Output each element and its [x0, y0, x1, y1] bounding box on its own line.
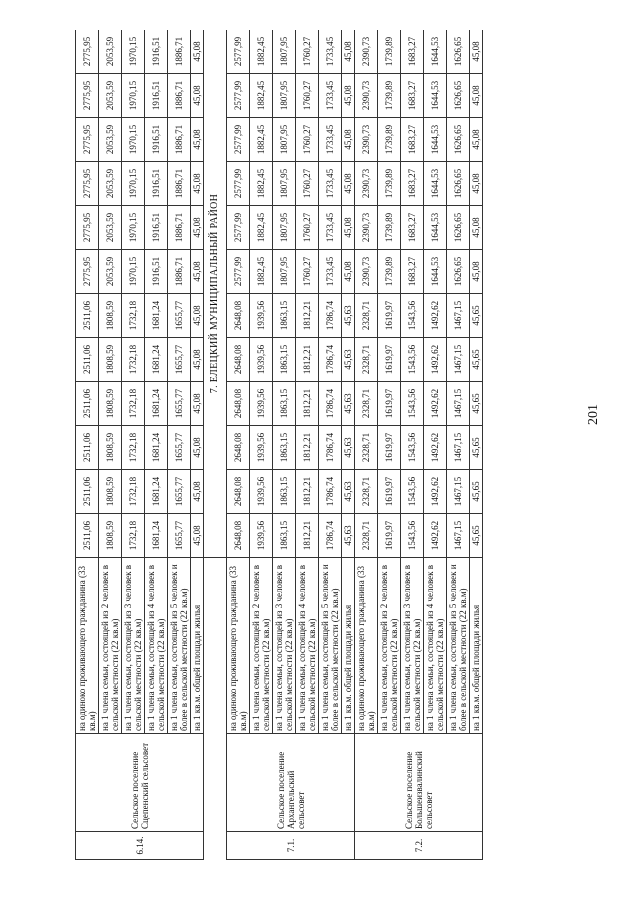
section-spacer — [204, 558, 227, 860]
value-cell: 1916,51 — [145, 162, 168, 206]
value-cell: 1492,62 — [424, 382, 447, 426]
row-label: на 1 члена семьи, состоящей из 4 человек в сельской местности (22 кв.м) — [296, 558, 319, 734]
value-cell: 1760,27 — [296, 74, 319, 118]
value-cell: 1882,45 — [250, 162, 273, 206]
group-name-text: Сельское поселение Архангельский сельсовет — [275, 751, 306, 829]
value-cell: 1739,89 — [378, 30, 401, 74]
value-cell: 1655,77 — [168, 470, 191, 514]
value-cell: 1467,15 — [447, 514, 470, 558]
value-cell: 2648,08 — [227, 294, 250, 338]
value-cell: 2775,95 — [76, 206, 99, 250]
value-cell: 2577,99 — [227, 30, 250, 74]
value-cell: 1626,65 — [447, 118, 470, 162]
value-cell: 1807,95 — [273, 74, 296, 118]
value-cell: 1739,89 — [378, 250, 401, 294]
value-cell: 1733,45 — [319, 30, 342, 74]
value-cell: 1812,21 — [296, 338, 319, 382]
value-cell: 2053,59 — [99, 250, 122, 294]
value-cell: 1916,51 — [145, 206, 168, 250]
value-cell: 2328,71 — [355, 338, 378, 382]
value-cell: 1760,27 — [296, 30, 319, 74]
table-row — [355, 30, 378, 860]
value-cell: 1619,97 — [378, 382, 401, 426]
value-cell: 1812,21 — [296, 514, 319, 558]
value-cell: 2053,59 — [99, 30, 122, 74]
value-cell: 1886,71 — [168, 118, 191, 162]
value-cell: 1626,65 — [447, 30, 470, 74]
value-cell: 2511,06 — [76, 294, 99, 338]
value-cell: 1812,21 — [296, 382, 319, 426]
value-cell: 1683,27 — [401, 30, 424, 74]
value-cell: 1786,74 — [319, 426, 342, 470]
value-cell: 45,08 — [470, 250, 483, 294]
value-cell: 45,08 — [342, 74, 355, 118]
value-cell: 2775,95 — [76, 74, 99, 118]
value-cell: 1543,56 — [401, 514, 424, 558]
page-number: 201 — [586, 404, 601, 425]
value-cell: 45,08 — [191, 338, 204, 382]
value-cell: 1733,45 — [319, 162, 342, 206]
value-cell: 2775,95 — [76, 162, 99, 206]
value-cell: 1655,77 — [168, 294, 191, 338]
value-cell: 1467,15 — [447, 338, 470, 382]
value-cell: 1467,15 — [447, 294, 470, 338]
value-cell: 1626,65 — [447, 74, 470, 118]
value-cell: 1644,53 — [424, 74, 447, 118]
value-cell: 1683,27 — [401, 206, 424, 250]
value-cell: 45,08 — [191, 470, 204, 514]
value-cell: 1681,24 — [145, 382, 168, 426]
value-cell: 1916,51 — [145, 250, 168, 294]
value-cell: 1543,56 — [401, 294, 424, 338]
value-cell: 1467,15 — [447, 470, 470, 514]
value-cell: 1760,27 — [296, 206, 319, 250]
value-cell: 1733,45 — [319, 206, 342, 250]
row-label: на 1 члена семьи, состоящей из 2 человек в сельской местности (22 кв.м) — [378, 558, 401, 734]
value-cell: 1655,77 — [168, 426, 191, 470]
value-cell: 2577,99 — [227, 162, 250, 206]
value-cell: 1733,45 — [319, 250, 342, 294]
value-cell: 1681,24 — [145, 294, 168, 338]
row-label: на 1 кв.м. общей площади жилья — [470, 558, 483, 734]
value-cell: 45,08 — [191, 294, 204, 338]
row-label: на 1 кв.м. общей площади жилья — [342, 558, 355, 734]
value-cell: 2577,99 — [227, 74, 250, 118]
value-cell: 45,63 — [342, 294, 355, 338]
value-cell: 1732,18 — [122, 514, 145, 558]
value-cell: 2775,95 — [76, 118, 99, 162]
value-cell: 1808,59 — [99, 514, 122, 558]
value-cell: 1939,56 — [250, 338, 273, 382]
row-label: на 1 члена семьи, состоящей из 5 человек и более в сельской местности (22 кв.м) — [447, 558, 470, 734]
value-cell: 45,08 — [191, 162, 204, 206]
value-cell: 1882,45 — [250, 250, 273, 294]
value-cell: 1733,45 — [319, 118, 342, 162]
value-cell: 1812,21 — [296, 294, 319, 338]
value-cell: 1863,15 — [273, 294, 296, 338]
value-cell: 2511,06 — [76, 338, 99, 382]
value-cell: 45,08 — [191, 118, 204, 162]
value-cell: 45,63 — [342, 514, 355, 558]
value-cell: 2328,71 — [355, 294, 378, 338]
value-cell: 1807,95 — [273, 30, 296, 74]
group-number — [76, 832, 204, 860]
value-cell: 2053,59 — [99, 206, 122, 250]
group-name-text: Сельское поселение Сцепенский сельсовет — [129, 742, 150, 829]
value-cell: 45,65 — [470, 338, 483, 382]
value-cell: 1681,24 — [145, 470, 168, 514]
value-cell: 45,08 — [470, 206, 483, 250]
value-cell: 1939,56 — [250, 426, 273, 470]
value-cell: 1543,56 — [401, 382, 424, 426]
row-label: на 1 члена семьи, состоящей из 5 человек и более в сельской местности (22 кв.м) — [319, 558, 342, 734]
value-cell: 1970,15 — [122, 74, 145, 118]
row-label: на 1 кв.м. общей площади жилья — [191, 558, 204, 734]
value-cell: 1683,27 — [401, 162, 424, 206]
value-cell: 1619,97 — [378, 338, 401, 382]
value-cell: 45,08 — [342, 250, 355, 294]
value-cell: 1786,74 — [319, 338, 342, 382]
value-cell: 1760,27 — [296, 162, 319, 206]
value-cell: 1808,59 — [99, 294, 122, 338]
value-cell: 1807,95 — [273, 250, 296, 294]
value-cell: 45,08 — [191, 206, 204, 250]
value-cell: 2577,99 — [227, 206, 250, 250]
value-cell: 45,08 — [191, 382, 204, 426]
value-cell: 1812,21 — [296, 470, 319, 514]
value-cell: 1619,97 — [378, 514, 401, 558]
value-cell: 1467,15 — [447, 426, 470, 470]
value-cell: 2577,99 — [227, 118, 250, 162]
value-cell: 2775,95 — [76, 250, 99, 294]
row-label: на 1 члена семьи, состоящей из 3 человек в сельской местности (22 кв.м) — [122, 558, 145, 734]
row-label: на 1 члена семьи, состоящей из 5 человек и более в сельской местности (22 кв.м) — [168, 558, 191, 734]
value-cell: 1939,56 — [250, 470, 273, 514]
group-number-text: 7.2. — [413, 838, 424, 853]
value-cell: 45,63 — [342, 382, 355, 426]
value-cell: 45,08 — [342, 30, 355, 74]
row-label: на одиноко проживающего гражданина (33 кв.м) — [355, 558, 378, 734]
group-number — [355, 832, 483, 860]
value-cell: 2648,08 — [227, 470, 250, 514]
value-cell: 1543,56 — [401, 338, 424, 382]
value-cell: 45,08 — [342, 206, 355, 250]
value-cell: 45,08 — [470, 74, 483, 118]
value-cell: 2648,08 — [227, 382, 250, 426]
value-cell: 2328,71 — [355, 470, 378, 514]
value-cell: 1886,71 — [168, 206, 191, 250]
value-cell: 1786,74 — [319, 514, 342, 558]
value-cell: 45,08 — [470, 30, 483, 74]
value-cell: 1760,27 — [296, 250, 319, 294]
table-body — [76, 30, 483, 860]
value-cell: 45,08 — [191, 426, 204, 470]
value-cell: 1808,59 — [99, 382, 122, 426]
group-number-text: 6.14. — [134, 836, 145, 855]
value-cell: 1886,71 — [168, 74, 191, 118]
value-cell: 1786,74 — [319, 294, 342, 338]
value-cell: 1863,15 — [273, 470, 296, 514]
row-label: на 1 члена семьи, состоящей из 3 человек в сельской местности (22 кв.м) — [401, 558, 424, 734]
value-cell: 1786,74 — [319, 470, 342, 514]
value-cell: 1808,59 — [99, 426, 122, 470]
value-cell: 1683,27 — [401, 250, 424, 294]
value-cell: 2328,71 — [355, 426, 378, 470]
value-cell: 45,08 — [191, 30, 204, 74]
value-cell: 1644,53 — [424, 30, 447, 74]
value-cell: 45,63 — [342, 470, 355, 514]
value-cell: 1886,71 — [168, 250, 191, 294]
value-cell: 1970,15 — [122, 30, 145, 74]
value-cell: 1886,71 — [168, 162, 191, 206]
rotated-table-container — [75, 30, 595, 860]
value-cell: 1807,95 — [273, 206, 296, 250]
value-cell: 1970,15 — [122, 250, 145, 294]
value-cell: 1882,45 — [250, 74, 273, 118]
value-cell: 1739,89 — [378, 74, 401, 118]
value-cell: 1644,53 — [424, 206, 447, 250]
value-cell: 2328,71 — [355, 514, 378, 558]
value-cell: 45,08 — [342, 118, 355, 162]
value-cell: 2648,08 — [227, 338, 250, 382]
group-name-text: Сельское поселение Большеизвалинский сельсовет — [403, 751, 434, 829]
value-cell: 1739,89 — [378, 206, 401, 250]
value-cell: 2053,59 — [99, 74, 122, 118]
value-cell: 1681,24 — [145, 338, 168, 382]
rotated-table-sheet — [75, 30, 595, 860]
value-cell: 1882,45 — [250, 206, 273, 250]
value-cell: 2390,73 — [355, 206, 378, 250]
value-cell: 1492,62 — [424, 470, 447, 514]
value-cell: 1760,27 — [296, 118, 319, 162]
value-cell: 1786,74 — [319, 382, 342, 426]
value-cell: 1970,15 — [122, 206, 145, 250]
value-cell: 1863,15 — [273, 514, 296, 558]
value-cell: 1492,62 — [424, 294, 447, 338]
value-cell: 2648,08 — [227, 514, 250, 558]
value-cell: 2511,06 — [76, 382, 99, 426]
value-cell: 2390,73 — [355, 162, 378, 206]
value-cell: 1681,24 — [145, 426, 168, 470]
value-cell: 1467,15 — [447, 382, 470, 426]
value-cell: 1916,51 — [145, 74, 168, 118]
value-cell: 1863,15 — [273, 426, 296, 470]
value-cell: 2053,59 — [99, 118, 122, 162]
value-cell: 1492,62 — [424, 338, 447, 382]
section-row — [204, 30, 227, 860]
value-cell: 1492,62 — [424, 514, 447, 558]
value-cell: 1732,18 — [122, 382, 145, 426]
value-cell: 1644,53 — [424, 118, 447, 162]
group-name — [227, 734, 355, 832]
value-cell: 1543,56 — [401, 470, 424, 514]
value-cell: 1970,15 — [122, 118, 145, 162]
value-cell: 1739,89 — [378, 118, 401, 162]
value-cell: 2511,06 — [76, 470, 99, 514]
value-cell: 1807,95 — [273, 162, 296, 206]
value-cell: 45,63 — [342, 338, 355, 382]
value-cell: 45,08 — [342, 162, 355, 206]
value-cell: 1644,53 — [424, 162, 447, 206]
group-number — [227, 832, 355, 860]
value-cell: 2390,73 — [355, 30, 378, 74]
value-cell: 1626,65 — [447, 206, 470, 250]
value-cell: 1543,56 — [401, 426, 424, 470]
value-cell: 1655,77 — [168, 338, 191, 382]
group-name — [355, 734, 483, 832]
value-cell: 1916,51 — [145, 118, 168, 162]
value-cell: 2390,73 — [355, 74, 378, 118]
value-cell: 45,08 — [191, 514, 204, 558]
value-cell: 1808,59 — [99, 470, 122, 514]
value-cell: 2577,99 — [227, 250, 250, 294]
value-cell: 2390,73 — [355, 250, 378, 294]
value-cell: 1812,21 — [296, 426, 319, 470]
value-cell: 1886,71 — [168, 30, 191, 74]
value-cell: 1619,97 — [378, 470, 401, 514]
value-cell: 45,08 — [470, 118, 483, 162]
value-cell: 2511,06 — [76, 426, 99, 470]
row-label: на 1 члена семьи, состоящей из 4 человек в сельской местности (22 кв.м) — [145, 558, 168, 734]
row-label: на одиноко проживающего гражданина (33 кв.м) — [76, 558, 99, 734]
value-cell: 45,63 — [342, 426, 355, 470]
value-cell: 45,08 — [470, 162, 483, 206]
value-cell: 1863,15 — [273, 382, 296, 426]
value-cell: 1626,65 — [447, 162, 470, 206]
value-cell: 2775,95 — [76, 30, 99, 74]
value-cell: 1681,24 — [145, 514, 168, 558]
value-cell: 1939,56 — [250, 514, 273, 558]
value-cell: 1492,62 — [424, 426, 447, 470]
group-name — [76, 734, 204, 832]
value-cell: 1732,18 — [122, 338, 145, 382]
value-cell: 45,08 — [191, 250, 204, 294]
value-cell: 45,65 — [470, 382, 483, 426]
value-cell: 1626,65 — [447, 250, 470, 294]
row-label: на 1 члена семьи, состоящей из 2 человек в сельской местности (22 кв.м) — [99, 558, 122, 734]
value-cell: 2390,73 — [355, 118, 378, 162]
row-label: на одиноко проживающего гражданина (33 кв.м) — [227, 558, 250, 734]
value-cell: 1683,27 — [401, 118, 424, 162]
section-title: 7. ЕЛЕЦКИЙ МУНИЦИПАЛЬНЫЙ РАЙОН — [204, 30, 227, 558]
row-label: на 1 члена семьи, состоящей из 3 человек в сельской местности (22 кв.м) — [273, 558, 296, 734]
value-cell: 1733,45 — [319, 74, 342, 118]
value-cell: 1863,15 — [273, 338, 296, 382]
value-cell: 45,65 — [470, 294, 483, 338]
value-cell: 45,65 — [470, 470, 483, 514]
value-cell: 1644,53 — [424, 250, 447, 294]
value-cell: 1619,97 — [378, 426, 401, 470]
value-cell: 2511,06 — [76, 514, 99, 558]
value-cell: 1939,56 — [250, 382, 273, 426]
value-cell: 2648,08 — [227, 426, 250, 470]
table-row — [227, 30, 250, 860]
table-row — [76, 30, 99, 860]
value-cell: 1808,59 — [99, 338, 122, 382]
value-cell: 45,65 — [470, 426, 483, 470]
value-cell: 1882,45 — [250, 118, 273, 162]
value-cell: 1732,18 — [122, 294, 145, 338]
value-cell: 1939,56 — [250, 294, 273, 338]
value-cell: 2328,71 — [355, 382, 378, 426]
tariff-table — [75, 30, 483, 860]
value-cell: 1683,27 — [401, 74, 424, 118]
value-cell: 45,08 — [191, 74, 204, 118]
value-cell: 1916,51 — [145, 30, 168, 74]
value-cell: 1970,15 — [122, 162, 145, 206]
value-cell: 1655,77 — [168, 514, 191, 558]
row-label: на 1 члена семьи, состоящей из 4 человек в сельской местности (22 кв.м) — [424, 558, 447, 734]
value-cell: 2053,59 — [99, 162, 122, 206]
value-cell: 1655,77 — [168, 382, 191, 426]
value-cell: 1732,18 — [122, 426, 145, 470]
value-cell: 1619,97 — [378, 294, 401, 338]
row-label: на 1 члена семьи, состоящей из 2 человек в сельской местности (22 кв.м) — [250, 558, 273, 734]
group-number-text: 7.1. — [285, 838, 296, 853]
value-cell: 1882,45 — [250, 30, 273, 74]
value-cell: 1732,18 — [122, 470, 145, 514]
value-cell: 1807,95 — [273, 118, 296, 162]
value-cell: 1739,89 — [378, 162, 401, 206]
value-cell: 45,65 — [470, 514, 483, 558]
